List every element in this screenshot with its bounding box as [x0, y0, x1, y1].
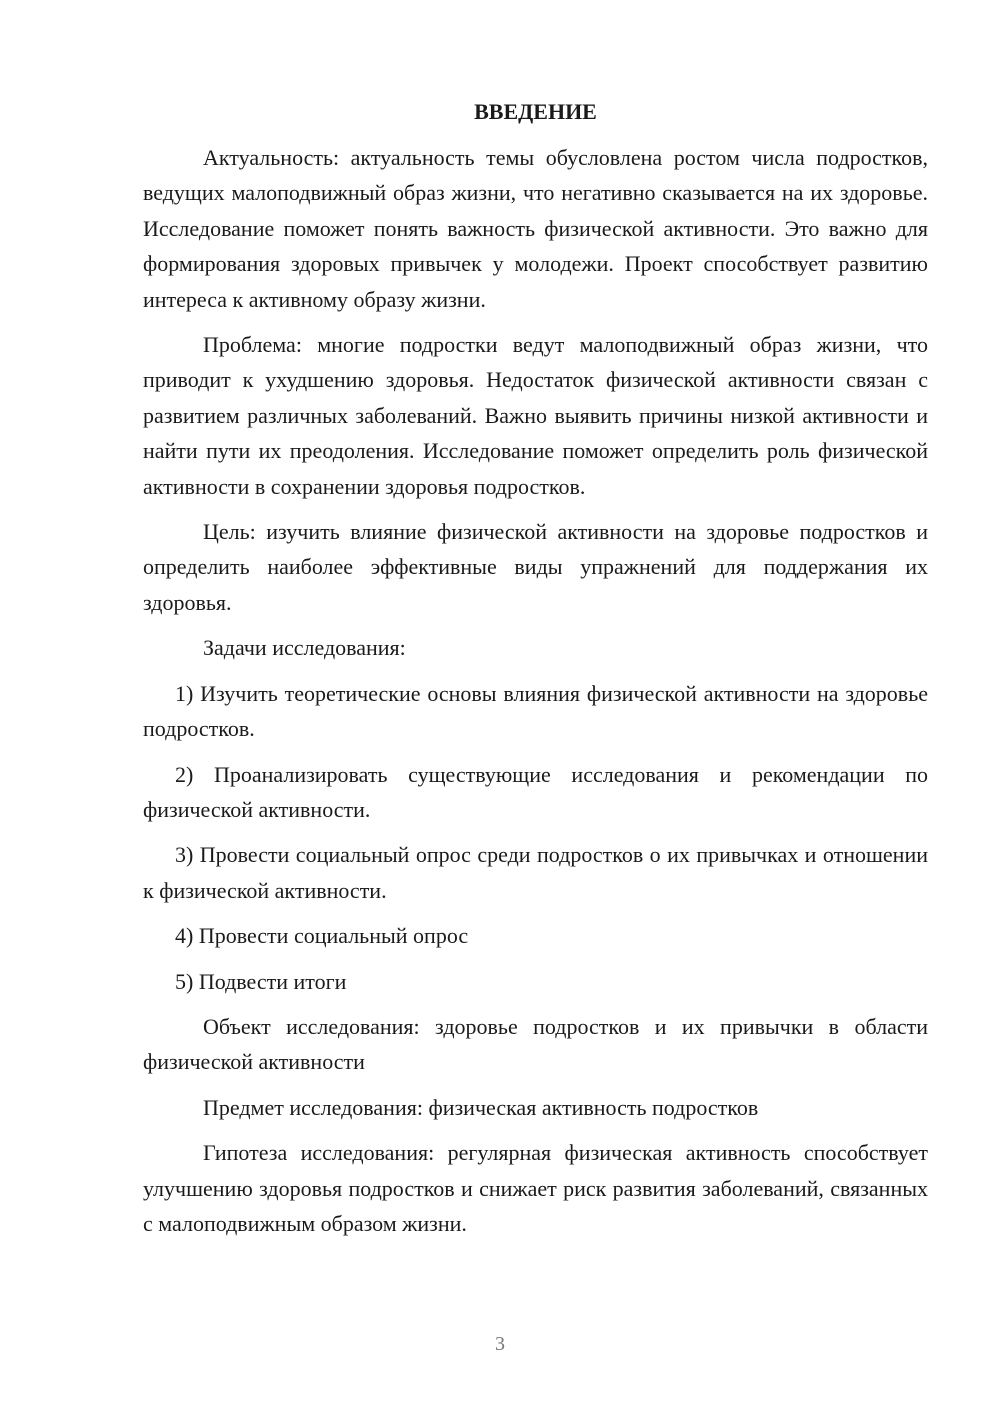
document-body: [143, 94, 928, 1251]
page-title: ВВЕДЕНИЕ: [474, 99, 597, 124]
task-item-4: 4) Провести социальный опрос: [175, 923, 469, 949]
paragraph-goal: Цель: изучить влияние физической активности на здоровье подростков и определить наиболее эффективные виды упражнений для поддержания их здоровья.: [143, 519, 928, 615]
paragraph-relevance: Актуальность: актуальность темы обусловлена ростом числа подростков, ведущих малоподвижный образ жизни, что негативно сказывается на их здоровье. Исследование поможет понять важность физической активности. Это важно для формирования здоровых привычек у молодежи. Проект способствует развитию интереса к активному образу жизни.: [143, 145, 928, 312]
task-item-1: 1) Изучить теоретические основы влияния физической активности на здоровье подростков.: [143, 680, 928, 742]
paragraph-hypothesis: Гипотеза исследования: регулярная физическая активность способствует улучшению здоровья подростков и снижает риск развития заболеваний, связанных с малоподвижным образом жизни.: [143, 1140, 928, 1236]
paragraph-problem: Проблема: многие подростки ведут малоподвижный образ жизни, что приводит к ухудшению здоровья. Недостаток физической активности связан с развитием различных заболеваний. Важно выявить причины низкой активности и найти пути их преодоления. Исследование поможет определить роль физической активности в сохранении здоровья подростков.: [143, 332, 928, 499]
task-item-3: 3) Провести социальный опрос среди подростков о их привычках и отношении к физической активности.: [143, 842, 928, 903]
page-number: 3: [495, 1333, 505, 1355]
paragraph-object: Объект исследования: здоровье подростков и их привычки в области физической активности: [143, 1013, 928, 1075]
task-item-2: 2) Проанализировать существующие исследования и рекомендации по физической активности.: [143, 761, 928, 822]
paragraph-subject: Предмет исследования: физическая активность подростков: [203, 1094, 759, 1120]
paragraph-tasks-heading: Задачи исследования:: [203, 635, 406, 661]
task-item-5: 5) Подвести итоги: [175, 968, 347, 994]
